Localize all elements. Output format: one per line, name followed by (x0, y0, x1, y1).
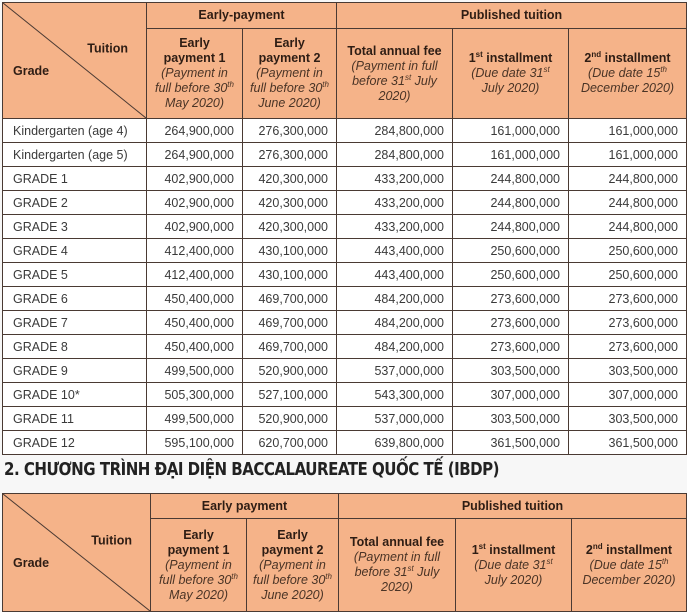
early-payment-2-cell: 469,700,000 (243, 335, 337, 359)
early-payment-1-cell: 595,100,000 (147, 431, 243, 455)
early-payment-2-cell: 420,300,000 (243, 191, 337, 215)
early-payment-2-cell: 520,900,000 (243, 407, 337, 431)
grade-cell: GRADE 11 (3, 407, 147, 431)
early-payment-2-cell: 420,300,000 (243, 167, 337, 191)
installment-2-cell: 273,600,000 (569, 287, 687, 311)
col-note: (Due date 31st July 2020) (474, 556, 553, 587)
total-annual-fee-cell: 284,800,000 (337, 143, 453, 167)
col-title: Total annual fee (347, 43, 442, 58)
early-payment-1-cell: 264,900,000 (147, 119, 243, 143)
early-payment-1-cell: 450,400,000 (147, 287, 243, 311)
early-payment-1-cell: 412,400,000 (147, 263, 243, 287)
grade-cell: GRADE 4 (3, 239, 147, 263)
col-title: 2nd installment (585, 541, 673, 557)
col-early-payment-2 (243, 29, 337, 119)
col-note: (Payment in full before 31st July 2020) (353, 550, 441, 594)
early-payment-1-cell: 450,400,000 (147, 311, 243, 335)
table-row (3, 191, 687, 215)
table-row (3, 311, 687, 335)
col-installment-1 (453, 29, 569, 119)
table-row (3, 119, 687, 143)
col-installment-1 (456, 519, 572, 612)
grade-cell: GRADE 1 (3, 167, 147, 191)
grade-label: Grade (13, 63, 50, 78)
section-heading-ibdp: 2. CHƯƠNG TRÌNH ĐẠI DIỆN BACCALAUREATE QUỐC TẾ (IBDP) (4, 460, 500, 480)
early-payment-2-cell: 430,100,000 (243, 239, 337, 263)
col-title: Total annual fee (349, 535, 445, 549)
col-early-payment-2 (247, 519, 339, 612)
early-payment-2-cell: 469,700,000 (243, 311, 337, 335)
col-note: (Payment in full before 30th June 2020) (250, 66, 329, 110)
installment-1-cell: 361,500,000 (453, 431, 569, 455)
col-total-annual-fee (337, 29, 453, 119)
group-early-payment: Early-payment (147, 3, 337, 29)
grade-cell: Kindergarten (age 5) (3, 143, 147, 167)
total-annual-fee-cell: 433,200,000 (337, 215, 453, 239)
col-title: Early payment 2 (258, 36, 321, 65)
grade-cell: GRADE 9 (3, 359, 147, 383)
table-row (3, 335, 687, 359)
early-payment-2-cell: 469,700,000 (243, 287, 337, 311)
total-annual-fee-cell: 537,000,000 (337, 407, 453, 431)
early-payment-1-cell: 505,300,000 (147, 383, 243, 407)
grade-cell: GRADE 7 (3, 311, 147, 335)
table-row (3, 383, 687, 407)
installment-2-cell: 250,600,000 (569, 263, 687, 287)
installment-2-cell: 161,000,000 (569, 143, 687, 167)
table-row (3, 359, 687, 383)
total-annual-fee-cell: 484,200,000 (337, 335, 453, 359)
table-row (3, 167, 687, 191)
col-early-payment-1 (151, 519, 247, 612)
group-early-payment: Early payment (151, 494, 339, 519)
early-payment-1-cell: 264,900,000 (147, 143, 243, 167)
early-payment-2-cell: 420,300,000 (243, 215, 337, 239)
table-row (3, 263, 687, 287)
installment-2-cell: 244,800,000 (569, 167, 687, 191)
total-annual-fee-cell: 433,200,000 (337, 167, 453, 191)
total-annual-fee-cell: 543,300,000 (337, 383, 453, 407)
col-total-annual-fee (339, 519, 456, 612)
installment-2-cell: 303,500,000 (569, 359, 687, 383)
table-row (3, 407, 687, 431)
tuition-table-ibdp (2, 493, 687, 612)
grade-cell: GRADE 3 (3, 215, 147, 239)
tuition-label: Tuition (87, 41, 128, 56)
installment-2-cell: 273,600,000 (569, 311, 687, 335)
tuition-table-primary (2, 2, 687, 455)
installment-1-cell: 303,500,000 (453, 359, 569, 383)
early-payment-2-cell: 527,100,000 (243, 383, 337, 407)
group-published-tuition: Published tuition (337, 3, 687, 29)
col-title: Early payment 1 (163, 36, 226, 65)
grade-cell: GRADE 12 (3, 431, 147, 455)
table-row (3, 239, 687, 263)
installment-1-cell: 244,800,000 (453, 215, 569, 239)
grade-cell: GRADE 2 (3, 191, 147, 215)
table-row (3, 287, 687, 311)
installment-1-cell: 161,000,000 (453, 119, 569, 143)
installment-2-cell: 244,800,000 (569, 191, 687, 215)
col-note: (Payment in full before 30th May 2020) (155, 66, 234, 110)
early-payment-2-cell: 620,700,000 (243, 431, 337, 455)
col-title: 1st installment (468, 49, 553, 65)
installment-2-cell: 307,000,000 (569, 383, 687, 407)
table-row (3, 431, 687, 455)
col-note: (Payment in full before 30th May 2020) (159, 557, 238, 602)
early-payment-1-cell: 402,900,000 (147, 167, 243, 191)
early-payment-1-cell: 499,500,000 (147, 359, 243, 383)
group-published-tuition: Published tuition (339, 494, 687, 519)
installment-2-cell: 250,600,000 (569, 239, 687, 263)
col-note: (Due date 31st July 2020) (471, 64, 550, 95)
tuition-label: Tuition (91, 533, 132, 548)
installment-2-cell: 244,800,000 (569, 215, 687, 239)
col-title: Early payment 2 (261, 527, 324, 557)
corner-header (3, 3, 147, 119)
tuition-table-body (3, 119, 687, 455)
col-early-payment-1 (147, 29, 243, 119)
grade-label: Grade (13, 556, 50, 571)
total-annual-fee-cell: 284,800,000 (337, 119, 453, 143)
col-installment-2 (569, 29, 687, 119)
early-payment-1-cell: 402,900,000 (147, 215, 243, 239)
total-annual-fee-cell: 443,400,000 (337, 239, 453, 263)
col-title: Early payment 1 (167, 527, 230, 557)
total-annual-fee-cell: 639,800,000 (337, 431, 453, 455)
early-payment-1-cell: 412,400,000 (147, 239, 243, 263)
grade-cell: Kindergarten (age 4) (3, 119, 147, 143)
installment-2-cell: 161,000,000 (569, 119, 687, 143)
installment-1-cell: 244,800,000 (453, 191, 569, 215)
early-payment-2-cell: 276,300,000 (243, 143, 337, 167)
col-title: 1st installment (471, 541, 556, 557)
installment-1-cell: 303,500,000 (453, 407, 569, 431)
installment-1-cell: 244,800,000 (453, 167, 569, 191)
col-note: (Payment in full before 30th June 2020) (253, 557, 332, 602)
grade-cell: GRADE 6 (3, 287, 147, 311)
installment-1-cell: 250,600,000 (453, 239, 569, 263)
early-payment-2-cell: 520,900,000 (243, 359, 337, 383)
installment-1-cell: 273,600,000 (453, 287, 569, 311)
installment-1-cell: 273,600,000 (453, 311, 569, 335)
installment-1-cell: 273,600,000 (453, 335, 569, 359)
grade-cell: GRADE 5 (3, 263, 147, 287)
diagonal-divider-icon (3, 494, 150, 611)
corner-header (3, 494, 151, 612)
total-annual-fee-cell: 484,200,000 (337, 287, 453, 311)
grade-cell: GRADE 10* (3, 383, 147, 407)
installment-1-cell: 161,000,000 (453, 143, 569, 167)
total-annual-fee-cell: 484,200,000 (337, 311, 453, 335)
installment-1-cell: 307,000,000 (453, 383, 569, 407)
total-annual-fee-cell: 443,400,000 (337, 263, 453, 287)
early-payment-2-cell: 430,100,000 (243, 263, 337, 287)
installment-2-cell: 361,500,000 (569, 431, 687, 455)
early-payment-1-cell: 450,400,000 (147, 335, 243, 359)
col-note: (Payment in full before 31st July 2020) (351, 58, 438, 103)
total-annual-fee-cell: 537,000,000 (337, 359, 453, 383)
table-row (3, 143, 687, 167)
total-annual-fee-cell: 433,200,000 (337, 191, 453, 215)
early-payment-1-cell: 402,900,000 (147, 191, 243, 215)
installment-2-cell: 273,600,000 (569, 335, 687, 359)
grade-cell: GRADE 8 (3, 335, 147, 359)
table-row (3, 215, 687, 239)
early-payment-1-cell: 499,500,000 (147, 407, 243, 431)
installment-2-cell: 303,500,000 (569, 407, 687, 431)
diagonal-divider-icon (3, 3, 146, 118)
early-payment-2-cell: 276,300,000 (243, 119, 337, 143)
installment-1-cell: 250,600,000 (453, 263, 569, 287)
col-installment-2 (572, 519, 687, 612)
col-note: (Due date 15th December 2020) (580, 64, 675, 95)
col-note: (Due date 15th December 2020) (582, 556, 676, 587)
col-title: 2nd installment (584, 49, 671, 65)
